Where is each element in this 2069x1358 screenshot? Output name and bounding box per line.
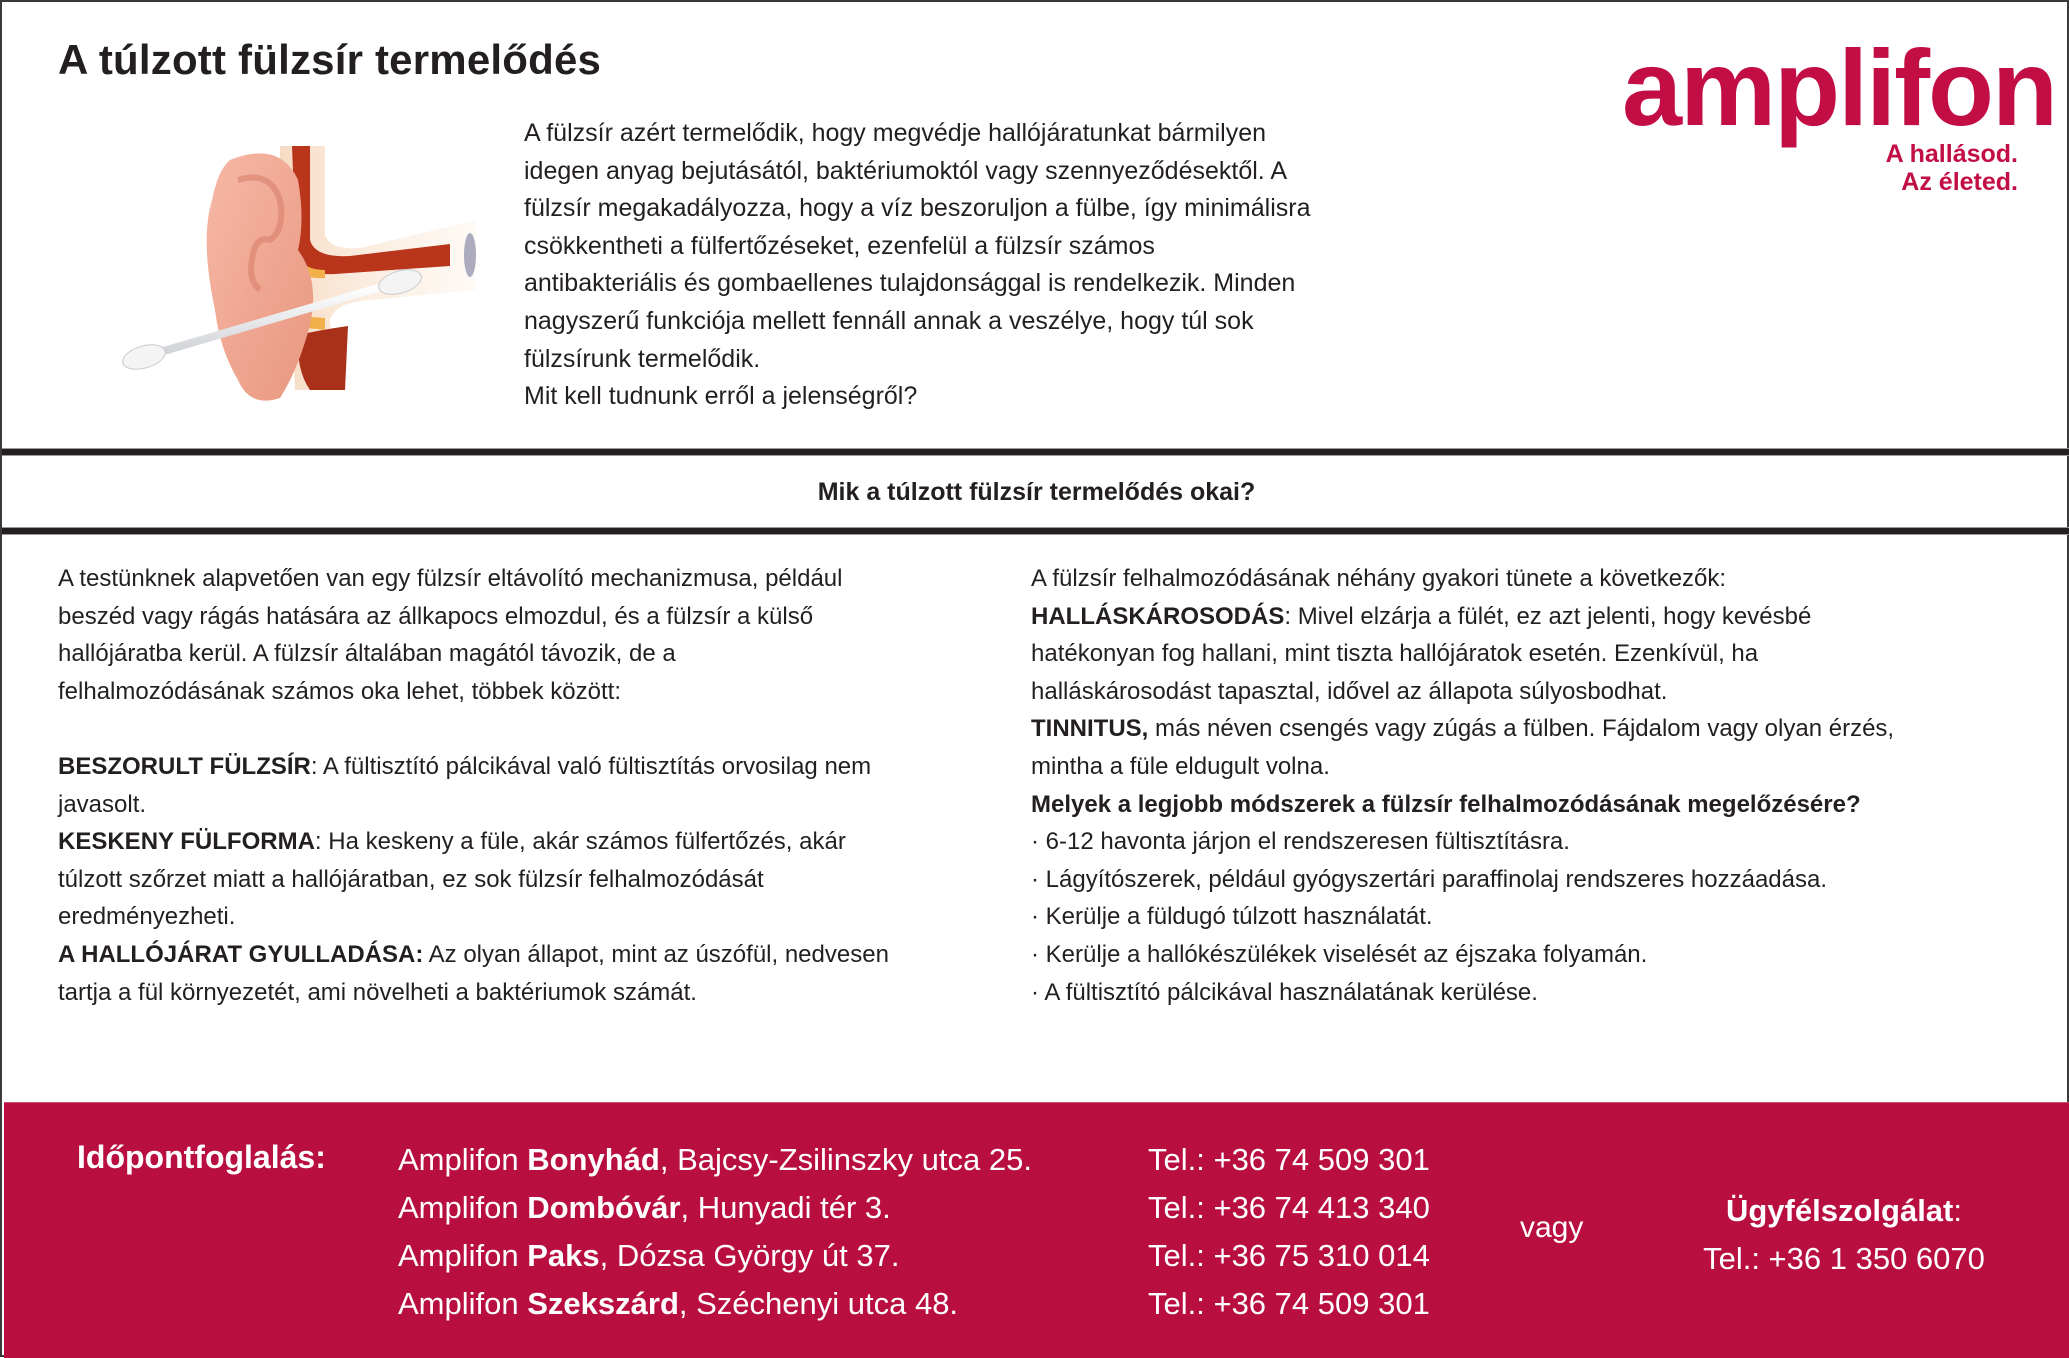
contact-footer (4, 1102, 2069, 1358)
intro-line: nagyszerű funkciója mellett fennáll annak a veszélye, hogy túl sok (524, 306, 1254, 335)
tagline-line-1: A hallásod. (1885, 140, 2018, 168)
location-phone: Tel.: +36 74 509 301 (1148, 1142, 1430, 1177)
phone-list (1148, 1136, 1430, 1328)
amplifon-logo (1622, 27, 2056, 148)
customer-service-title: Ügyfélszolgálat (1725, 1193, 1954, 1228)
cause-text: Ha keskeny a füle, akár számos fülfertőzés, akár (328, 828, 846, 856)
location-address (398, 1232, 1032, 1280)
location-phone: Tel.: +36 74 413 340 (1148, 1190, 1430, 1225)
symptom-text-line: hatékonyan fog hallani, mint tiszta hallójáratok esetén. Ezenkívül, ha (1031, 640, 1759, 668)
divider-top (2, 449, 2069, 455)
location-city: Bonyhád (527, 1142, 660, 1177)
cause-item (58, 823, 998, 861)
location-city: Szekszárd (527, 1286, 679, 1321)
section-heading (2, 456, 2069, 529)
cause-term: BESZORULT FÜLZSÍR (58, 752, 311, 780)
prevention-item: · Kerülje a hallókészülékek viselését az éjszaka folyamán. (1031, 940, 1648, 968)
symptom-text: Mivel elzárja a fülét, ez azt jelenti, hogy kevésbé (1297, 602, 1812, 630)
location-street: , Dózsa György út 37. (599, 1238, 900, 1273)
intro-line: csökkentheti a fülfertőzéseket, ezenfelül a fülzsír számos (524, 231, 1155, 260)
intro-paragraph (524, 115, 1404, 416)
symptom-text: más néven csengés vagy zúgás a fülben. Fájdalom vagy olyan érzés, (1155, 715, 1895, 743)
symptoms-column (1031, 560, 2041, 1011)
location-street: , Hunyadi tér 3. (680, 1190, 891, 1225)
brand-tagline (1886, 140, 2018, 196)
customer-service-phone: Tel.: +36 1 350 6070 (1703, 1241, 1985, 1276)
booking-label: Időpontfoglalás: (77, 1139, 326, 1175)
cause-text-line: túlzott szőrzet miatt a hallójáratban, ez sok fülzsír felhalmozódását (58, 865, 764, 893)
causes-intro-line: felhalmozódásának számos oka lehet, többek között: (58, 677, 621, 705)
symptom-item (1031, 710, 2041, 748)
location-list (398, 1136, 1032, 1328)
page-title: A túlzott fülzsír termelődés (58, 36, 602, 83)
colon: : (1953, 1193, 1962, 1228)
location-address (398, 1280, 1032, 1328)
customer-service-label (1664, 1187, 2024, 1235)
separator: : (314, 828, 329, 856)
intro-line: antibakteriális és gombaellenes tulajdonsággal is rendelkezik. Minden (524, 269, 1296, 298)
location-city: Paks (527, 1238, 600, 1273)
symptom-text-line: halláskárosodást tapasztal, idővel az állapota súlyosbodhat. (1031, 677, 1668, 705)
location-street: , Széchenyi utca 48. (678, 1286, 959, 1321)
cause-text-line: tartja a fül környezetét, ami növelheti a baktériumok számát. (58, 978, 697, 1006)
prevention-item: · Kerülje a füldugó túlzott használatát. (1031, 903, 1433, 931)
location-street: , Bajcsy-Zsilinszky utca 25. (659, 1142, 1032, 1177)
cause-text-line: javasolt. (58, 790, 147, 818)
intro-question: Mit kell tudnunk erről a jelenségről? (524, 382, 918, 411)
prevention-item: · A fültisztító pálcikával használatának kerülése. (1031, 978, 1538, 1006)
customer-service (1664, 1187, 2024, 1283)
cause-term: KESKENY FÜLFORMA (58, 828, 315, 856)
separator: : (1284, 602, 1298, 630)
spacer (58, 710, 998, 748)
section-heading-text: Mik a túlzott fülzsír termelődés okai? (817, 478, 1256, 506)
causes-intro-line: A testünknek alapvetően van egy fülzsír eltávolító mechanizmusa, például (58, 565, 843, 592)
brand-prefix: Amplifon (398, 1190, 528, 1225)
symptom-term: TINNITUS, (1031, 715, 1149, 743)
cause-term: A HALLÓJÁRAT GYULLADÁSA: (58, 940, 424, 968)
location-phone: Tel.: +36 75 310 014 (1148, 1238, 1430, 1273)
prevention-heading: Melyek a legjobb módszerek a fülzsír felhalmozódásának megelőzésére? (1031, 790, 1861, 818)
symptom-item (1031, 598, 2041, 636)
causes-column (58, 560, 998, 1011)
causes-intro-line: beszéd vagy rágás hatására az állkapocs elmozdul, és a fülzsír a külső (58, 602, 814, 630)
symptoms-intro: A fülzsír felhalmozódásának néhány gyakori tünete a következők: (1031, 565, 1727, 592)
brand-prefix: Amplifon (398, 1238, 528, 1273)
intro-line: idegen anyag bejutásától, baktériumoktól vagy szennyeződésektől. A (524, 156, 1287, 185)
separator: : (310, 752, 323, 780)
causes-intro-line: hallójáratba kerül. A fülzsír általában magától távozik, de a (58, 640, 676, 668)
symptom-text-line: mintha a füle eldugult volna. (1031, 752, 1330, 780)
intro-line: A fülzsír azért termelődik, hogy megvédje hallójáratunkat bármilyen (524, 119, 1267, 147)
symptom-term: HALLÁSKÁROSODÁS (1031, 602, 1285, 630)
cause-text: A fültisztító pálcikával való fültisztítás orvosilag nem (322, 752, 872, 780)
or-label: vagy (1520, 1211, 1584, 1244)
cause-item (58, 748, 998, 786)
ear-illustration-icon (120, 140, 476, 404)
brand-wordmark: amplifon (1622, 27, 2056, 148)
separator (1148, 715, 1155, 742)
intro-line: fülzsírunk termelődik. (524, 344, 761, 373)
location-city: Dombóvár (527, 1190, 681, 1225)
prevention-item: · Lágyítószerek, például gyógyszertári paraffinolaj rendszeres hozzáadása. (1031, 865, 1828, 893)
divider-bottom (2, 528, 2069, 534)
location-address (398, 1136, 1032, 1184)
brand-prefix: Amplifon (398, 1286, 528, 1321)
intro-line: fülzsír megakadályozza, hogy a víz beszoruljon a fülbe, így minimálisra (524, 194, 1311, 223)
location-address (398, 1184, 1032, 1232)
tagline-line-2: Az életed. (1901, 168, 2018, 196)
location-phone: Tel.: +36 74 509 301 (1148, 1286, 1430, 1321)
cause-text: Az olyan állapot, mint az úszófül, nedvesen (428, 940, 889, 968)
prevention-item: · 6-12 havonta járjon el rendszeresen fültisztításra. (1031, 828, 1570, 856)
cause-item (58, 936, 998, 974)
cause-text-line: eredményezheti. (58, 903, 236, 931)
brand-prefix: Amplifon (398, 1142, 528, 1177)
